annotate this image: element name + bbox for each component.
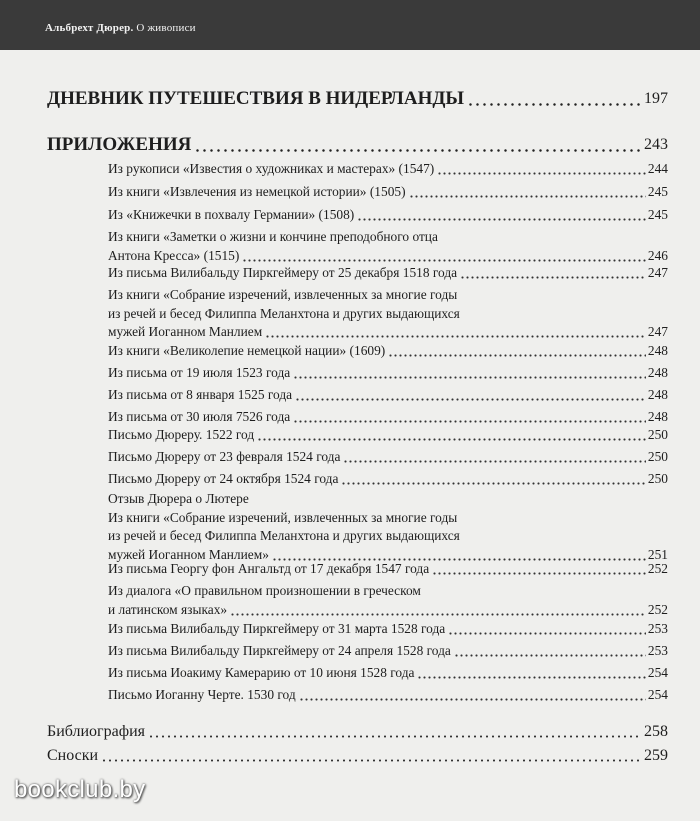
toc-item-page: 245 — [647, 206, 668, 222]
toc-item[interactable] — [108, 385, 668, 404]
dot-leader — [242, 259, 646, 262]
dot-leader — [417, 676, 645, 679]
dot-leader — [265, 335, 646, 338]
toc-item[interactable] — [108, 425, 668, 444]
toc-item-text-line: Из книги «Собрание изречений, извлеченных за многие годы — [108, 286, 458, 302]
toc-item-text-line: Из письма Георгу фон Ангальтд от 17 декабря 1547 года — [108, 560, 430, 576]
toc-item-text-line: Письмо Дюреру. 1522 год — [108, 426, 255, 442]
toc-item-page: 248 — [647, 408, 668, 424]
toc-item-text-line: мужей Иоганном Манлием — [108, 324, 263, 340]
toc-item-page: 251 — [647, 547, 668, 563]
toc-item-page: 254 — [647, 686, 668, 702]
dot-leader — [454, 654, 646, 657]
header-author: Альбрехт Дюрер. — [45, 22, 134, 34]
toc-item-page: 248 — [647, 364, 668, 380]
toc-item-page: 248 — [647, 386, 668, 402]
toc-entry-page: 243 — [644, 136, 668, 153]
toc-entry-appendix[interactable] — [47, 134, 668, 156]
toc-item-text-line: Из письма от 30 июля 7526 года — [108, 408, 291, 424]
dot-leader — [293, 376, 646, 379]
toc-entry-notes[interactable] — [47, 746, 668, 766]
toc-entry-title: Сноски — [47, 747, 99, 764]
toc-item-text-line: Антона Кресса» (1515) — [108, 247, 240, 263]
toc-item[interactable] — [108, 469, 668, 488]
toc-item-page: 254 — [647, 664, 668, 680]
dot-leader — [101, 759, 642, 762]
toc-item-page: 244 — [647, 160, 668, 176]
dot-leader — [388, 354, 646, 357]
toc-item[interactable] — [108, 581, 668, 619]
toc-entry-title: ДНЕВНИК ПУТЕШЕСТВИЯ В НИДЕРЛАНДЫ — [47, 88, 465, 109]
toc-item-text-line: Из «Книжечки в похвалу Германии» (1508) — [108, 206, 355, 222]
toc-item-page: 252 — [647, 601, 668, 617]
toc-entry-title: Библиография — [47, 723, 145, 740]
toc-item-text-line: и латинском языках» — [108, 601, 228, 617]
toc-item[interactable] — [108, 685, 668, 704]
toc-item[interactable] — [108, 263, 668, 282]
toc-item-text-line: Из книги «Извлечения из немецкой истории» (1505) — [108, 183, 406, 199]
toc-item[interactable] — [108, 559, 668, 578]
toc-item-text-line: Из диалога «О правильном произношении в греческом — [108, 582, 421, 598]
toc-item-text-line: мужей Иоганном Манлием» — [108, 547, 269, 563]
dot-leader — [295, 398, 646, 401]
toc-entry-page: 259 — [644, 747, 668, 764]
toc-item-text-line: из речей и бесед Филиппа Меланхтона и других выдающихся — [108, 305, 460, 321]
toc-entry-diary[interactable] — [47, 88, 668, 110]
toc-item-text-line: Из письма Вилибальду Пиркгеймеру от 25 декабря 1518 года — [108, 264, 458, 280]
dot-leader — [293, 420, 646, 423]
toc-item[interactable] — [108, 641, 668, 660]
toc-item[interactable] — [108, 489, 668, 564]
dot-leader — [343, 460, 645, 463]
dot-leader — [460, 276, 646, 279]
toc-item-page: 253 — [647, 642, 668, 658]
toc-item-page: 247 — [647, 264, 668, 280]
toc-item-page: 245 — [647, 183, 668, 199]
toc-entry-page: 197 — [644, 90, 668, 107]
dot-leader — [257, 438, 646, 441]
dot-leader — [194, 149, 642, 152]
dot-leader — [299, 698, 646, 701]
toc-item-text-line: из речей и бесед Филиппа Меланхтона и других выдающихся — [108, 528, 460, 544]
toc-item[interactable] — [108, 407, 668, 426]
header-title: О живописи — [136, 22, 196, 34]
toc-item-text-line: Из письма от 19 июля 1523 года — [108, 364, 291, 380]
toc-item-page: 246 — [647, 247, 668, 263]
dot-leader — [341, 482, 645, 485]
dot-leader — [437, 172, 646, 175]
watermark-text: bookclub.by — [14, 776, 146, 803]
toc-item-page: 253 — [647, 620, 668, 636]
toc-entry-bibliography[interactable] — [47, 722, 668, 742]
toc-item-page: 250 — [647, 470, 668, 486]
toc-item-text-line: Из книги «Заметки о жизни и кончине преподобного отца — [108, 228, 438, 244]
toc-item-text-line: Письмо Иоганну Черте. 1530 год — [108, 686, 296, 702]
dot-leader — [357, 218, 646, 221]
toc-item-page: 247 — [647, 324, 668, 340]
toc-entry-title: ПРИЛОЖЕНИЯ — [47, 134, 192, 155]
dot-leader — [230, 613, 646, 616]
toc-item[interactable] — [108, 227, 668, 265]
toc-item-text-line: Письмо Дюреру от 23 февраля 1524 года — [108, 448, 341, 464]
toc-item[interactable] — [108, 619, 668, 638]
toc-entry-page: 258 — [644, 723, 668, 740]
toc-item-page: 250 — [647, 448, 668, 464]
toc-item-text-line: Из рукописи «Известия о художниках и мастерах» (1547) — [108, 160, 435, 176]
toc-item[interactable] — [108, 182, 668, 201]
toc-item-text-line: Из письма Иоакиму Камерарию от 10 июня 1528 года — [108, 664, 415, 680]
toc-item[interactable] — [108, 341, 668, 360]
toc-item-text-line: Из письма от 8 января 1525 года — [108, 386, 293, 402]
toc-item-page: 248 — [647, 342, 668, 358]
toc-item[interactable] — [108, 447, 668, 466]
dot-leader — [448, 632, 646, 635]
toc-item-text-line: Из книги «Великолепие немецкой нации» (1609) — [108, 342, 386, 358]
dot-leader — [409, 195, 646, 198]
toc-item-text-line: Из письма Вилибальду Пиркгеймеру от 24 апреля 1528 года — [108, 642, 451, 658]
toc-item-page: 250 — [647, 426, 668, 442]
toc-item-text-line: Из письма Вилибальду Пиркгеймеру от 31 марта 1528 года — [108, 620, 446, 636]
toc-item-text-line: Из книги «Собрание изречений, извлеченных за многие годы — [108, 509, 458, 525]
toc-item-text-line: Письмо Дюреру от 24 октября 1524 года — [108, 470, 339, 486]
toc-item[interactable] — [108, 159, 668, 178]
dot-leader — [432, 572, 646, 575]
toc-item-text-line: Отзыв Дюрера о Лютере — [108, 490, 249, 506]
toc-item[interactable] — [108, 285, 668, 341]
toc-item[interactable] — [108, 363, 668, 382]
toc-item[interactable] — [108, 205, 668, 224]
dot-leader — [467, 103, 642, 106]
toc-item[interactable] — [108, 663, 668, 682]
dot-leader — [148, 735, 642, 738]
toc-item-page: 252 — [647, 560, 668, 576]
